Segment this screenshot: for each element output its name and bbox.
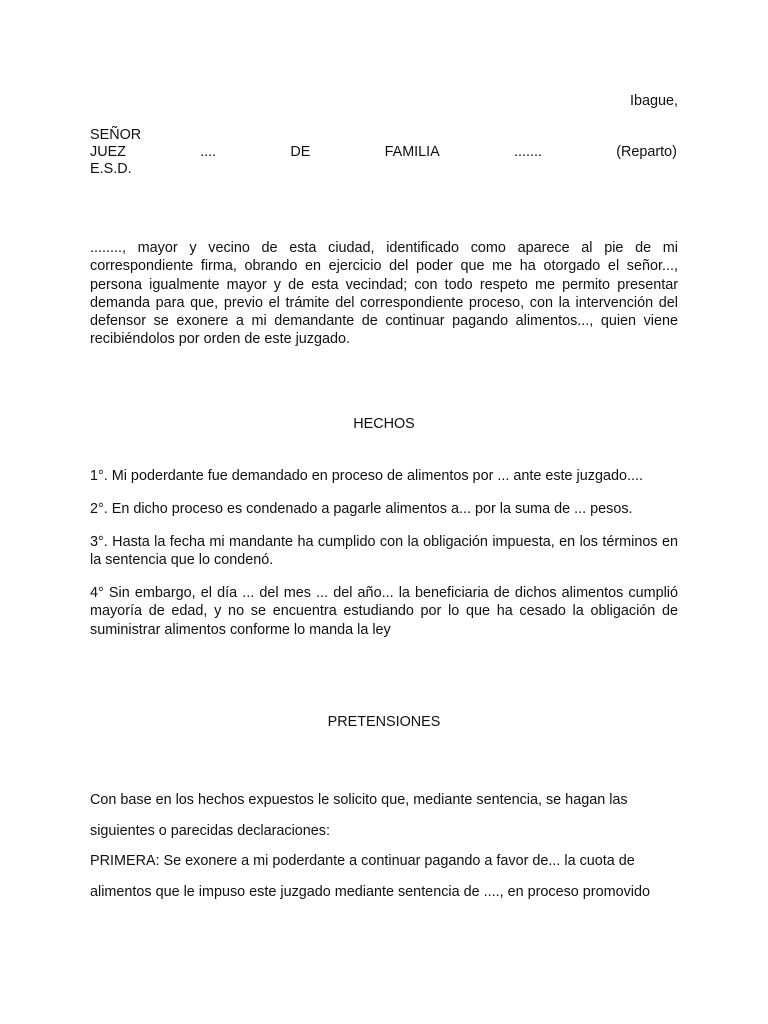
addressee-word: FAMILIA bbox=[384, 144, 440, 160]
hecho-item: 1°. Mi poderdante fue demandado en proceso de alimentos por ... ante este juzgado.... bbox=[90, 468, 643, 484]
addressee-word: (Reparto) bbox=[616, 144, 677, 160]
hechos-heading: HECHOS bbox=[353, 416, 415, 432]
intro-paragraph: ........, mayor y vecino de esta ciudad, identificado como aparece al pie de mi correspondiente firma, obrando en ejercicio del poder que me ha otorgado el señor..., persona igualmente mayor y de esta vecindad; con todo respeto me permito presentar demanda para que, previo el trámite del correspondiente proceso, con la intervención del defensor se exonere a mi demandante de continuar pagando alimentos..., quien viene recibiéndolos por orden de este juzgado. bbox=[90, 240, 678, 348]
addressee-court bbox=[90, 144, 677, 161]
addressee-word: JUEZ bbox=[90, 144, 126, 160]
hecho-item: 3°. Hasta la fecha mi mandante ha cumplido con la obligación impuesta, en los términos en la sentencia que lo condenó. bbox=[90, 534, 678, 569]
pretensiones-line: siguientes o parecidas declaraciones: bbox=[90, 823, 330, 839]
pretensiones-line: Con base en los hechos expuestos le solicito que, mediante sentencia, se hagan las bbox=[90, 792, 628, 808]
addressee-block bbox=[90, 127, 677, 178]
hecho-item: 2°. En dicho proceso es condenado a pagarle alimentos a... por la suma de ... pesos. bbox=[90, 501, 633, 517]
pretensiones-line: alimentos que le impuso este juzgado mediante sentencia de ...., en proceso promovido bbox=[90, 884, 650, 900]
addressee-word: .... bbox=[200, 144, 217, 160]
addressee-esd: E.S.D. bbox=[90, 161, 132, 177]
city-line: Ibague, bbox=[629, 93, 678, 109]
addressee-title: SEÑOR bbox=[90, 127, 142, 143]
hecho-item: 4° Sin embargo, el día ... del mes ... del año... la beneficiaria de dichos alimentos cumplió mayoría de edad, y no se encuentra estudiando por lo que ha cesado la obligación de suministrar alimentos conforme lo manda la ley bbox=[90, 585, 678, 638]
addressee-word: ....... bbox=[513, 144, 542, 160]
addressee-word: DE bbox=[290, 144, 311, 160]
pretensiones-heading: PRETENSIONES bbox=[327, 714, 441, 730]
pretensiones-line: PRIMERA: Se exonere a mi poderdante a continuar pagando a favor de... la cuota de bbox=[90, 853, 635, 869]
